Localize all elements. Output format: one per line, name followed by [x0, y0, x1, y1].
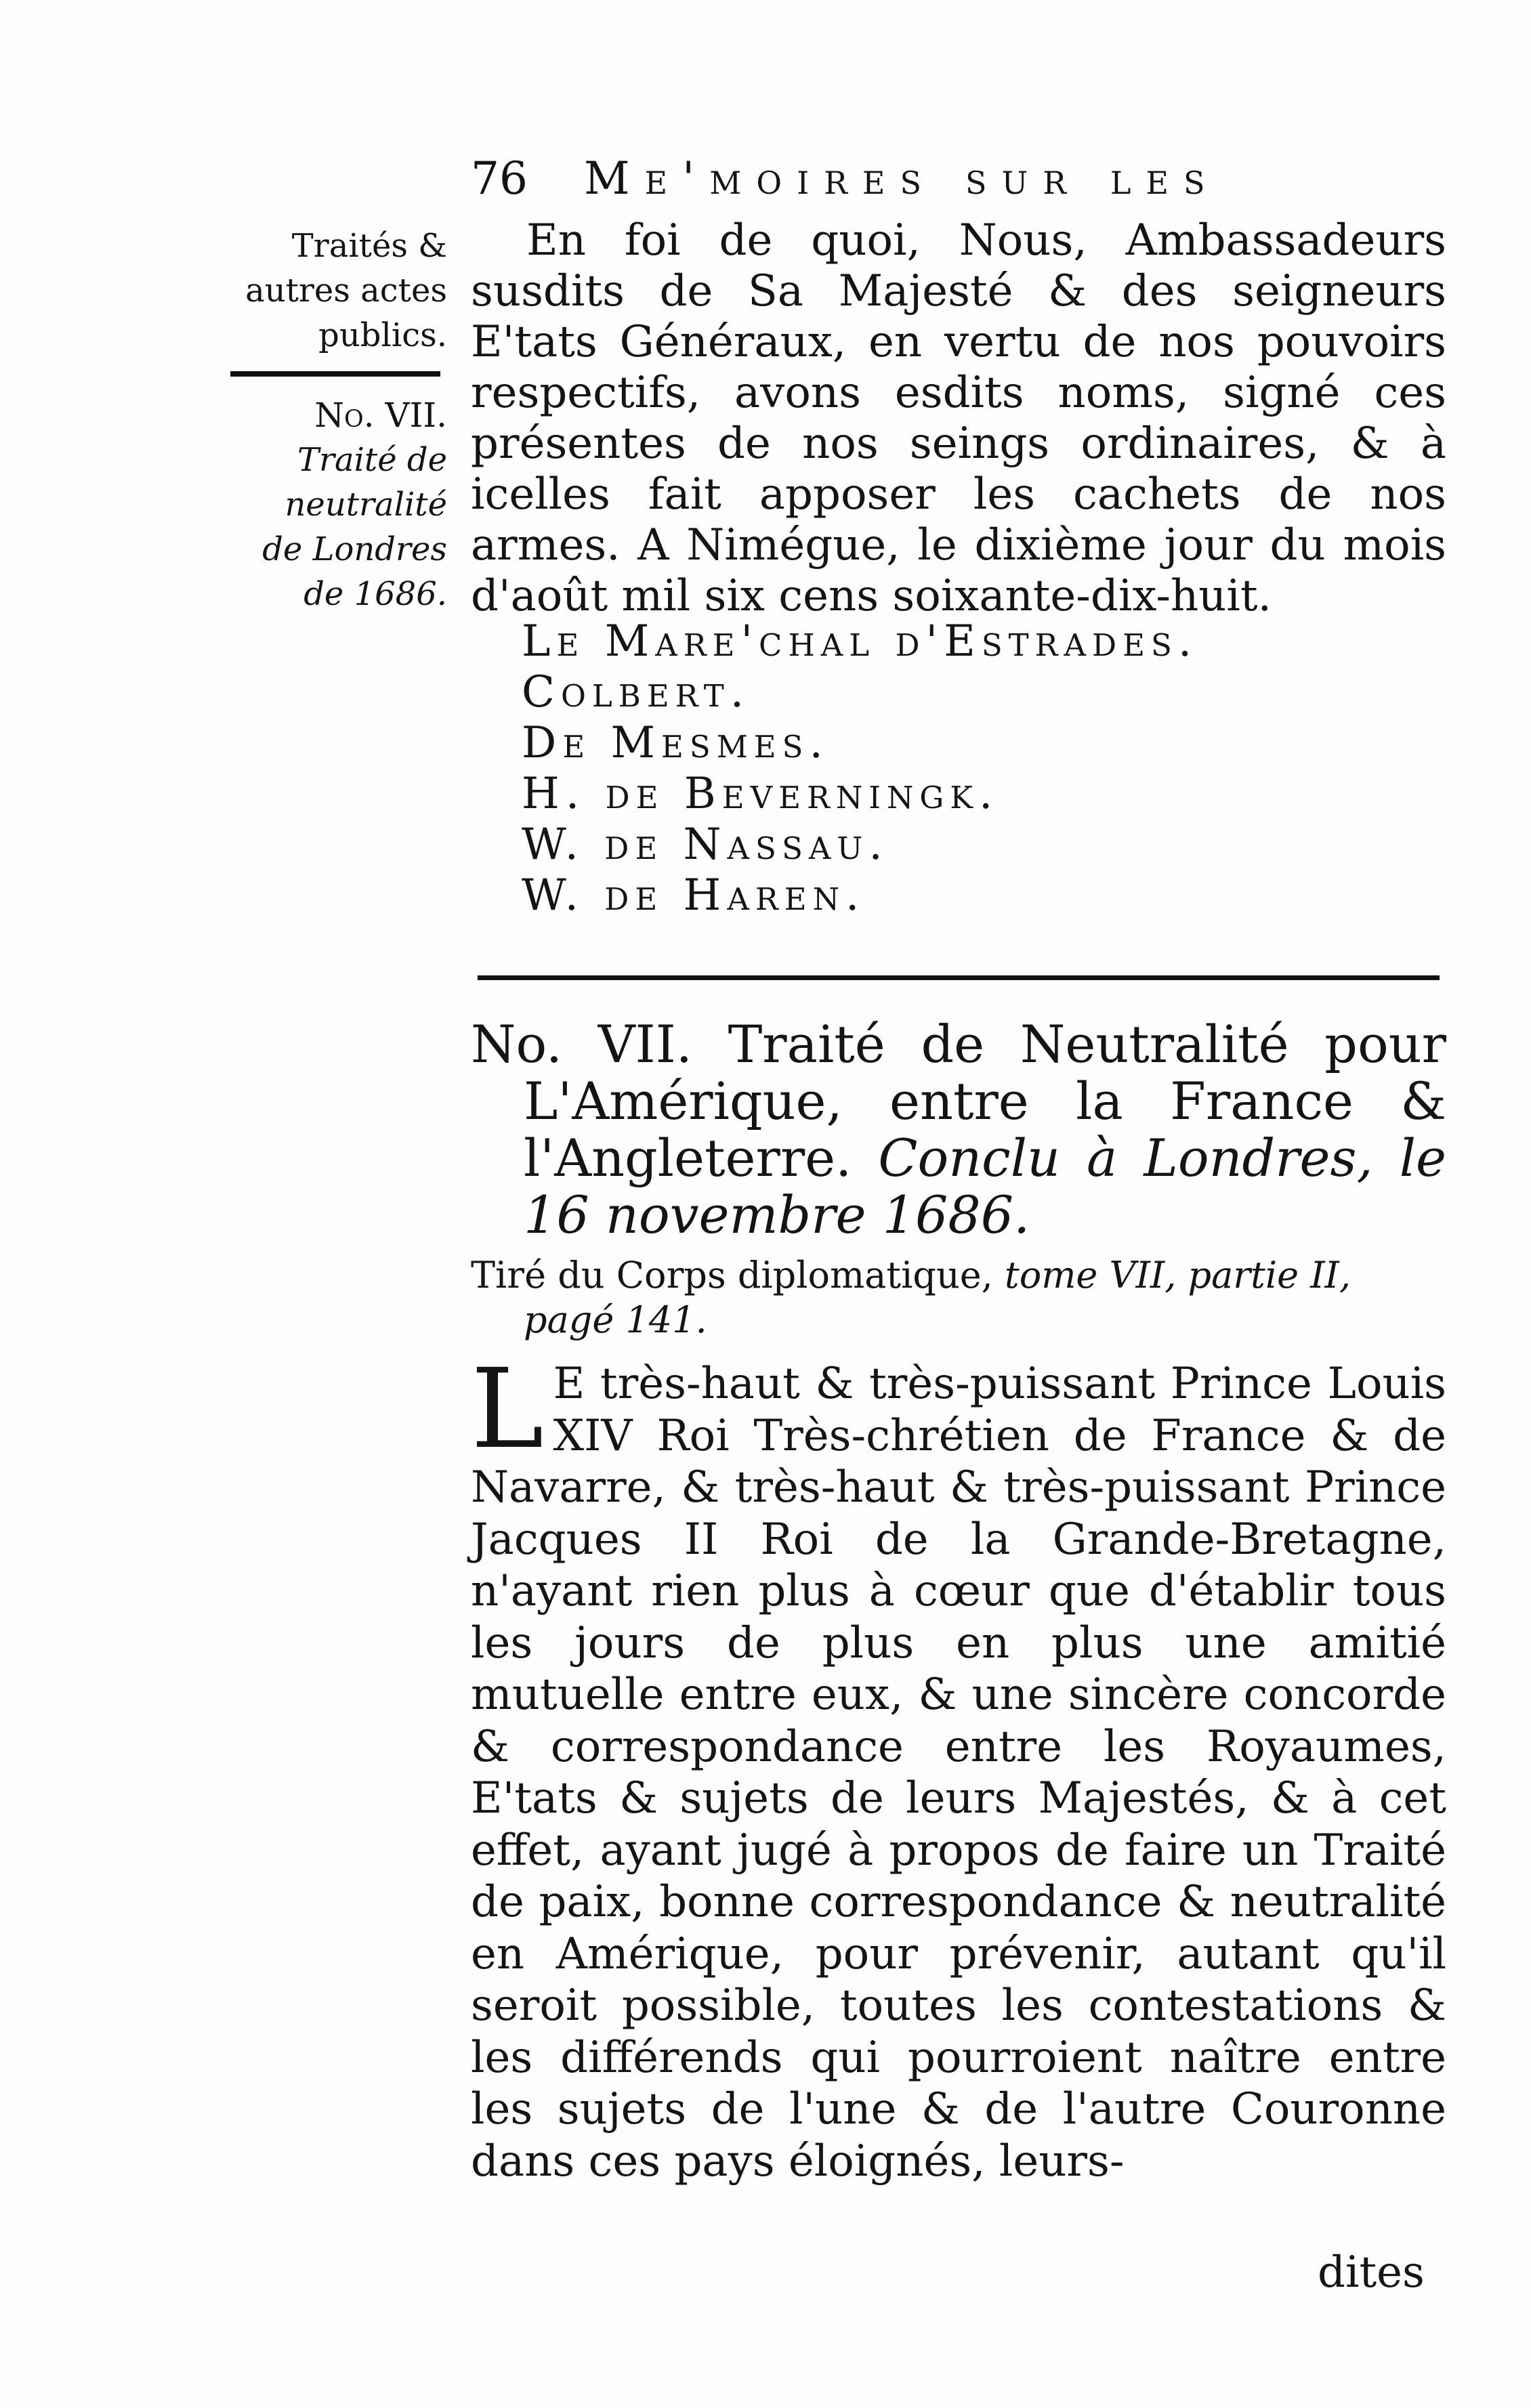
source-note: [471, 1253, 1446, 1343]
margin-note-line: Traité de: [297, 441, 447, 479]
treaty-heading: [471, 1016, 1446, 1244]
signatory: Colbert.: [522, 667, 751, 717]
running-head: [471, 152, 1446, 205]
margin-note-line: Traités &: [291, 227, 447, 265]
source-prefix: Tiré du Corps diplomatique,: [471, 1254, 1005, 1296]
treaty-body: [471, 1346, 1446, 2187]
signatory: De Mesmes.: [522, 718, 829, 768]
margin-note-treaty: [224, 393, 447, 616]
treaty-title: No. VII. Traité de Neutralité pour L'Amérique, entre la France & l'Angleterre.: [471, 1014, 1446, 1188]
signatory: W. de Haren.: [522, 870, 866, 921]
signatory: Le Mare'chal d'Estrades.: [522, 616, 1198, 667]
preceding-paragraph: [471, 215, 1446, 622]
margin-note-line: de Londres: [262, 530, 447, 568]
margin-note-line: neutralité: [285, 486, 447, 524]
drop-cap: L: [471, 1346, 544, 1473]
treaty-conclusion: Conclu à Londres, le 16 novembre 1686.: [524, 1128, 1446, 1245]
margin-note-line: de 1686.: [303, 575, 447, 613]
signatory: W. de Nassau.: [522, 820, 889, 870]
margin-note-line: autres actes: [245, 272, 447, 310]
margin-note-category: [224, 224, 447, 358]
source-reference: tome VII, partie II, pagé 141.: [524, 1254, 1351, 1341]
page-number: 76: [471, 152, 528, 205]
paragraph-text: En foi de quoi, Nous, Ambassadeurs susdits de Sa Majesté & des seigneurs E'tats Généraux, en vertu de nos pouvoirs respectifs, avons esdits noms, signé ces présentes de nos seings ordinaires, & à icelles fait apposer les cachets de nos armes. A Nimégue, le dixième jour du mois d'août mil six cens soixante-dix-huit.: [471, 215, 1446, 621]
catchword: dites: [1318, 2247, 1425, 2298]
body-text: E très-haut & très-puissant Prince Louis XIV Roi Très-chrétien de France & de Navarre, & très-haut & très-puissant Prince Jacques II Roi de la Grande-Bretagne, n'ayant rien plus à cœur que d'établir tous les jours de plus en plus une amitié mutuelle entre eux, & une sincère concorde & correspondance entre les Royaumes, E'tats & sujets de leurs Majestés, & à cet effet, ayant jugé à propos de faire un Traité de paix, bonne correspondance & neutralité en Amérique, pour prévenir, autant qu'il seroit possible, toutes les contestations & les différends qui pourroient naître entre les sujets de l'une & de l'autre Couronne dans ces pays éloignés, leurs-: [471, 1359, 1446, 2187]
margin-note-number: No. VII.: [314, 396, 447, 435]
signatory: H. de Beverningk.: [522, 769, 999, 819]
margin-note-line: publics.: [318, 316, 447, 354]
running-title: Me'moires sur les: [583, 152, 1220, 205]
section-divider: [478, 975, 1440, 980]
margin-divider: [230, 371, 440, 377]
signatories-list: [522, 616, 1497, 921]
